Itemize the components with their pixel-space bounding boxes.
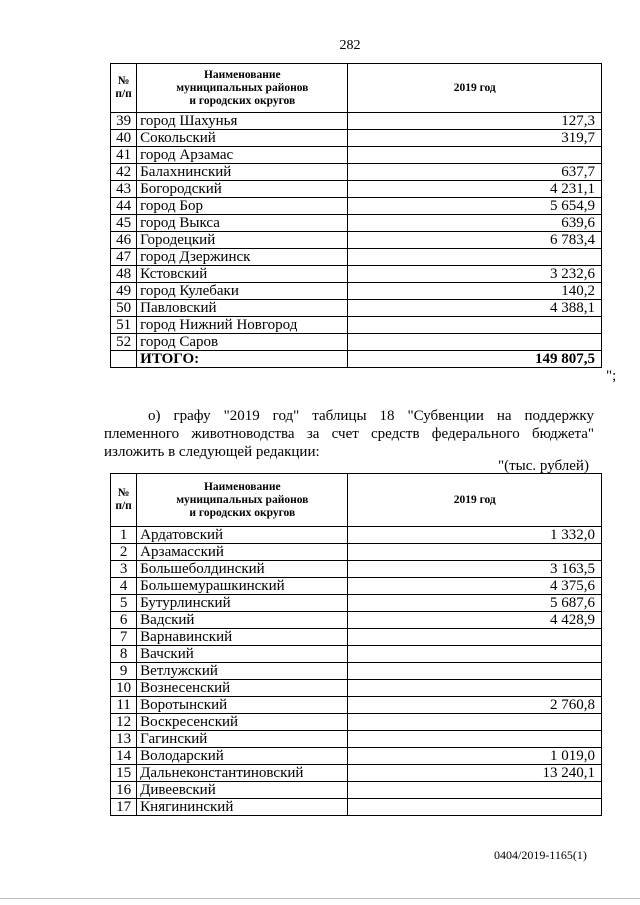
amount-value [348,544,602,561]
scan-edge-divider [0,898,640,899]
table-header-row [111,64,602,113]
municipality-name: Володарский [137,748,348,765]
header-year: 2019 год [348,474,602,527]
row-number: 5 [111,595,137,612]
amount-value: 6 783,4 [348,232,602,249]
amount-value: 140,2 [348,283,602,300]
table-row [111,680,602,697]
units-label: "(тыс. рублей) [498,458,589,474]
row-number: 3 [111,561,137,578]
table-row [111,215,602,232]
municipality-name: город Арзамас [137,147,348,164]
amount-value [348,782,602,799]
municipality-name: Бутурлинский [137,595,348,612]
amount-value [348,663,602,680]
table-row [111,544,602,561]
amount-value: 4 388,1 [348,300,602,317]
table-row [111,578,602,595]
table-row [111,782,602,799]
row-number: 44 [111,198,137,215]
municipality-name: Вачский [137,646,348,663]
amount-value: 639,6 [348,215,602,232]
amount-value: 319,7 [348,130,602,147]
amount-value: 5 687,6 [348,595,602,612]
amount-value [348,334,602,351]
livestock-subsidy-table [110,473,602,816]
municipality-name: город Выкса [137,215,348,232]
table-row [111,266,602,283]
municipality-name: Вознесенский [137,680,348,697]
table-row [111,612,602,629]
amount-value: 3 163,5 [348,561,602,578]
table-row [111,799,602,816]
municipality-name: Сокольский [137,130,348,147]
row-number: 48 [111,266,137,283]
amount-value: 127,3 [348,113,602,130]
row-number: 49 [111,283,137,300]
total-value: 149 807,5 [348,351,602,368]
table-row [111,130,602,147]
row-number: 15 [111,765,137,782]
table-row [111,249,602,266]
municipality-name: Балахнинский [137,164,348,181]
subsidy-table-continued [110,63,602,368]
amount-value: 1 019,0 [348,748,602,765]
table-row [111,714,602,731]
table-row [111,697,602,714]
row-number: 17 [111,799,137,816]
table-row [111,317,602,334]
total-row [111,351,602,368]
row-number: 40 [111,130,137,147]
municipality-name: Большеболдинский [137,561,348,578]
table-row [111,663,602,680]
page-number: 282 [339,38,361,53]
row-number: 46 [111,232,137,249]
row-number: 7 [111,629,137,646]
row-number: 8 [111,646,137,663]
table-row [111,181,602,198]
municipality-name: город Саров [137,334,348,351]
municipality-name: Дальнеконстантиновский [137,765,348,782]
table-row [111,527,602,544]
municipality-name: Вадский [137,612,348,629]
header-number: № п/п [111,64,137,113]
table-row [111,300,602,317]
row-number: 12 [111,714,137,731]
table-row [111,232,602,249]
amount-value: 3 232,6 [348,266,602,283]
header-municipality-name: Наименование муниципальных районов и городских округов [137,474,348,527]
municipality-name: город Нижний Новгород [137,317,348,334]
row-number: 47 [111,249,137,266]
municipality-name: Кстовский [137,266,348,283]
amount-value: 637,7 [348,164,602,181]
row-number: 43 [111,181,137,198]
municipality-name: Большемурашкинский [137,578,348,595]
municipality-name: город Дзержинск [137,249,348,266]
row-number: 14 [111,748,137,765]
municipality-name: город Бор [137,198,348,215]
amount-value [348,629,602,646]
document-code: 0404/2019-1165(1) [494,848,587,862]
row-number: 11 [111,697,137,714]
municipality-name: Арзамасский [137,544,348,561]
municipality-name: Ветлужский [137,663,348,680]
municipality-name: город Шахунья [137,113,348,130]
table-row [111,147,602,164]
row-number: 39 [111,113,137,130]
amount-value [348,317,602,334]
amendment-paragraph: о) графу "2019 год" таблицы 18 "Субвенции на поддержку племенного животноводства за счет средств федерального бюджета" изложить в следующей редакции: [104,408,594,460]
amount-value [348,646,602,663]
table-row [111,113,602,130]
amount-value [348,680,602,697]
municipality-name: город Кулебаки [137,283,348,300]
amount-value: 2 760,8 [348,697,602,714]
amount-value: 5 654,9 [348,198,602,215]
municipality-name: Воротынский [137,697,348,714]
row-number: 1 [111,527,137,544]
amount-value [348,731,602,748]
amount-value [348,714,602,731]
row-number: 13 [111,731,137,748]
municipality-name: Павловский [137,300,348,317]
table-row [111,731,602,748]
row-number: 42 [111,164,137,181]
row-number: 9 [111,663,137,680]
total-number-cell [111,351,137,368]
header-number: № п/п [111,474,137,527]
amount-value: 4 375,6 [348,578,602,595]
table-header-row [111,474,602,527]
row-number: 52 [111,334,137,351]
municipality-name: Княгининский [137,799,348,816]
amount-value: 1 332,0 [348,527,602,544]
table-row [111,629,602,646]
table-row [111,198,602,215]
table-row [111,164,602,181]
total-label: ИТОГО: [137,351,348,368]
row-number: 41 [111,147,137,164]
table-row [111,646,602,663]
table-row [111,748,602,765]
header-year: 2019 год [348,64,602,113]
municipality-name: Ардатовский [137,527,348,544]
closing-quote: "; [606,368,617,384]
row-number: 45 [111,215,137,232]
municipality-name: Городецкий [137,232,348,249]
row-number: 2 [111,544,137,561]
row-number: 4 [111,578,137,595]
row-number: 6 [111,612,137,629]
row-number: 50 [111,300,137,317]
municipality-name: Воскресенский [137,714,348,731]
row-number: 16 [111,782,137,799]
table-row [111,283,602,300]
municipality-name: Богородский [137,181,348,198]
municipality-name: Гагинский [137,731,348,748]
header-municipality-name: Наименование муниципальных районов и городских округов [137,64,348,113]
row-number: 10 [111,680,137,697]
amount-value: 4 428,9 [348,612,602,629]
amount-value [348,147,602,164]
municipality-name: Варнавинский [137,629,348,646]
row-number: 51 [111,317,137,334]
municipality-name: Дивеевский [137,782,348,799]
amount-value: 13 240,1 [348,765,602,782]
amount-value: 4 231,1 [348,181,602,198]
amount-value [348,249,602,266]
table-row [111,595,602,612]
table-row [111,561,602,578]
table-row [111,765,602,782]
amount-value [348,799,602,816]
table-row [111,334,602,351]
